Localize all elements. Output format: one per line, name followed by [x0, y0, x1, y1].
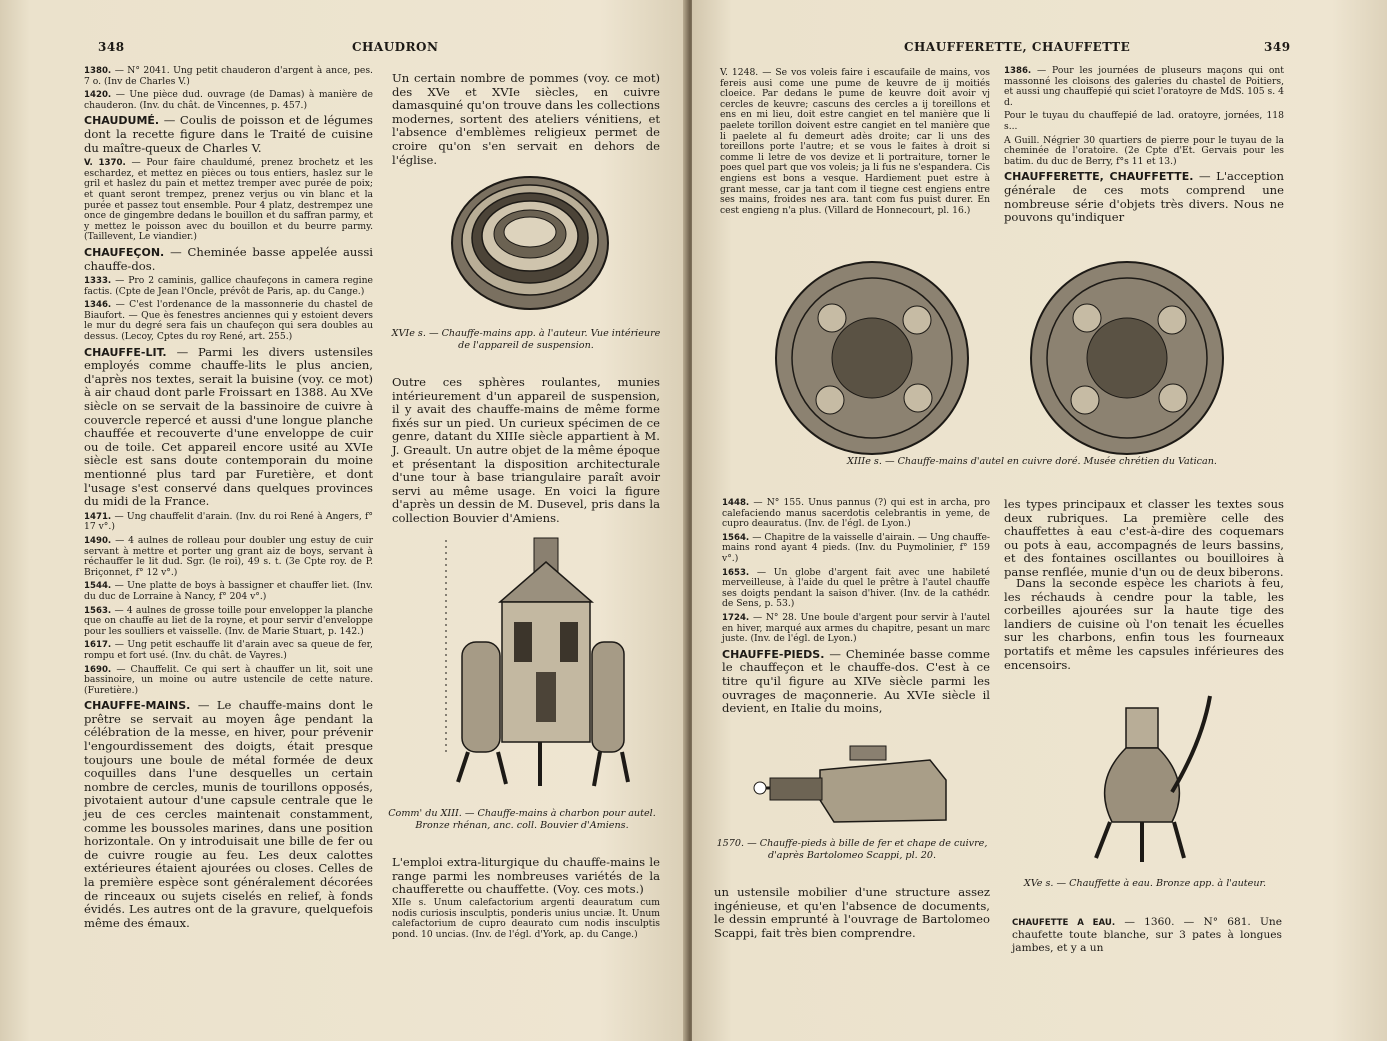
entry-text: — 4 aulnes de grosse toille pour envelopper la planche que on chauffe au liet de la royne, et pour servir d'enveloppe pour les soulliers et vaisselle. (Inv. de Marie Stuart, p. 142.) — [84, 604, 373, 637]
entry-text: — 1360. — N° 681. Une chaufette toute blanche, sur 3 pates à longues jambes, et y a un — [1012, 916, 1283, 954]
entry-text: — L'acception générale de ces mots comprend une nombreuse série d'objets très divers. Nous ne pouvons qu'indiquer — [1004, 169, 1284, 225]
article-entry — [84, 699, 373, 930]
headword: CHAUFFE-LIT. — [84, 345, 177, 359]
citation-entry — [84, 276, 373, 297]
article-entry — [84, 346, 373, 509]
right-col1-bottom-text: un ustensile mobilier d'une structure assez ingénieuse, et qu'en l'absence de documents, le dessin emprunté à l'ouvrage de Bartolomeo Scappi, fait très bien comprendre. — [714, 885, 990, 940]
citation-date: 1380. — [84, 66, 115, 76]
altar-hand-warmer-engravings — [772, 258, 1292, 458]
entry-text: — Cheminée basse appelée aussi chauffe-dos. — [84, 244, 373, 273]
right-col2-bottom — [1012, 916, 1282, 954]
left-col2-top-text: Un certain nombre de pommes (voy. ce mot) des XVe et XVIe siècles, en cuivre damasquiné qu'on trouve dans les collections modernes, sortent des ateliers vénitiens, et l'absence d'emblèmes religieux permet de croire qu'on s'en servait en dehors de l'église. — [392, 71, 660, 167]
citation-entry — [84, 640, 373, 661]
entry-text: — Chapitre de la vaisselle d'airain. — Ung chauffe-mains rond ayant 4 pieds. (Inv. du Puymolinier, f° 159 v°.) — [722, 531, 990, 564]
citation-date: V. 1370. — [84, 158, 132, 169]
right-page — [692, 0, 1387, 1041]
entry-text: — 4 aulnes de rolleau pour doubler ung estuy de cuir servant à mettre et porter ung grant aiz de boys, servant à réchauffer le lit dud. Sgr. (le roi), 49 s. t. (3e Cpte roy. de P. Briçonnet, f° 12 v°.) — [84, 534, 373, 578]
entry-text: — Pour les journées de pluseurs maçons qui ont massonné les cloisons des galeries du chastel de Poitiers, et aussi ung chauffepié qui sciet l'oratoyre de MdS. 105 s. 4 d. — [1004, 65, 1285, 108]
citation-entry — [84, 536, 373, 578]
page-number-right: 349 — [1264, 40, 1291, 54]
citation-date: 1724. — [722, 612, 753, 623]
citation-date: 1420. — [84, 90, 116, 101]
citation-entry — [84, 90, 373, 111]
article-entry — [722, 648, 990, 716]
citation-date: 1617. — [84, 640, 115, 651]
citation-entry — [84, 66, 373, 87]
entry-text: — C'est l'ordenance de la massonnerie du chastel de Biaufort. — Que ès fenestres anciennes qui y estoient devers le mur du degré sera fais un chaufeçon qui sera doubles au dessus. (Lecoy, Cptes du roy René, art. 255.) — [84, 299, 373, 343]
headword: CHAUFFE-PIEDS. — [722, 647, 830, 661]
citation-entry — [722, 613, 990, 645]
entry-text: — N° 2041. Ung petit chauderon d'argent à ance, pes. 7 o. (Inv de Charles V.) — [84, 65, 373, 87]
left-col2-latin-note: XIIe s. Unum calefactorium argenti deauratum cum nodis curiosis insculptis, ponderis unius unciæ. It. Unum calefactorium de cupro deaurato cum nodis insculptis pond. 10 uncias. (Inv. de l'égl. d'York, ap. du Cange.) — [392, 897, 660, 940]
citation-entry — [722, 498, 990, 530]
citation-entry — [1004, 136, 1284, 168]
headword: CHAUDUMÉ. — [84, 114, 164, 128]
citation-date: 1563. — [84, 605, 115, 616]
figure-caption-chauffe-pieds: 1570. — Chauffe-pieds à bille de fer et chape de cuivre, d'après Bartolomeo Scappi, pl. 20. — [716, 838, 988, 861]
headword: CHAUFEÇON. — [84, 245, 171, 259]
citation-entry — [722, 533, 990, 565]
entry-text: — Parmi les divers ustensiles employés comme chauffe-lits le plus ancien, d'après nos textes, serait la buisine (voy. ce mot) à air chaud dont parle Froissart en 1388. Au XVe siècle on se servait de la bassinoire de cuivre à couvercle repercé et aussi d'une longue planche chauffée et recouverte d'une enveloppe de cuir ou de toile. Cet appareil encore usité au XVIe siècle est sans doute contemporain du moine mentionné plus tard par Furetière, et dont l'usage s'est conservé dans quelques provinces du midi de la France. — [84, 344, 374, 509]
citation-date: 1333. — [84, 276, 116, 287]
article-entry — [84, 114, 373, 155]
citation-entry — [84, 300, 373, 342]
entry-text: — Un globe d'argent fait avec une habileté merveilleuse, à l'aide du quel le prêtre à l'autel chauffe ses doigts pendant la saison d'hiver. (Inv. de la cathédr. de Sens, p. 53.) — [722, 566, 990, 610]
citation-date: 1544. — [84, 581, 115, 592]
entry-text: — Cheminée basse comme le chauffeçon et le chauffe-dos. C'est à ce titre qu'il figure au XIVe siècle parmi les ouvrages de maçonnerie. Au XVIe siècle il devient, en Italie du moins, — [722, 646, 991, 716]
figure-caption-tower: Comm' du XIII. — Chauffe-mains à charbon pour autel. Bronze rhénan, anc. coll. Bouvier d'Amiens. — [388, 808, 656, 831]
citation-entry — [84, 581, 373, 602]
right-column-2-top — [1004, 66, 1284, 228]
right-column-1-mid — [722, 498, 990, 719]
citation-date: 1386. — [1004, 66, 1038, 76]
citation-date: 1653. — [722, 567, 757, 578]
citation-entry — [84, 606, 373, 638]
headword: CHAUFFE-MAINS. — [84, 699, 198, 713]
entry-text: — Une platte de boys à bassigner et chauffer liet. (Inv. du duc de Lorraine à Nancy, f° 204 v°.) — [84, 580, 373, 602]
article-entry — [1004, 170, 1284, 224]
entry-text: A Guill. Négrier 30 quartiers de pierre pour le tuyau de la cheminée de l'oratoire. (2e Cpte d'Et. Gervais pour les batim. du duc de Berry, f°s 11 et 13.) — [1004, 134, 1284, 167]
left-col2-mid-text: Outre ces sphères roulantes, munies intérieurement d'un appareil de suspension, il y avait des chauffe-mains de même forme fixés sur un pied. Un curieux spécimen de ce genre, datant du XIIIe siècle appartient à M. J. Greault. Un autre objet de la même époque et présentant la disposition architecturale d'une tour à base triangulaire paraît avoir servi au même usage. En voici la figure d'après un dessin de M. Dusevel, pris dans la collection Bouvier d'Amiens. — [392, 375, 660, 525]
figure-caption-vatican: XIIIe s. — Chauffe-mains d'autel en cuivre doré. Musée chrétien du Vatican. — [847, 456, 1217, 467]
left-page — [0, 0, 690, 1041]
right-col2-mid2-text: Dans la seconde espèce les chariots à feu, les réchauds à cendre pour la table, les corbeilles ajourées sur la haute tige des landiers de cuisine où l'on tenait les écuelles sur les charbons, enfin tous les fourneaux portatifs et même les capsules inférieures des encensoirs. — [1004, 576, 1284, 672]
chauffe-mains-bowl-engraving — [440, 168, 620, 318]
article-entry — [84, 246, 373, 273]
entry-text: — Pro 2 caminis, gallice chaufeçons in camera regine factis. (Cpte de Jean l'Oncle, prévôt de Paris, ap. du Cange.) — [84, 275, 373, 297]
citation-date: 1490. — [84, 535, 116, 546]
entry-text: — Une pièce dud. ouvrage (de Damas) à manière de chauderon. (Inv. du chât. de Vincennes, p. 457.) — [84, 89, 373, 111]
entry-text: — Le chauffe-mains dont le prêtre se servait au moyen âge pendant la célébration de la messe, en hiver, pour prévenir l'engourdissement des doigts, était presque toujours une boule de métal formée de deux coquilles dans l'une desquelles un certain nombre de cercles, munis de tourillons opposés, pivotaient autour d'une capsule centrale que le jeu de ces cercles maintenait constamment, comme les boussoles marines, dans une position horizontale. On y introduisait une bille de fer ou de cuivre rougie au feu. Les deux calottes extérieures étaient ajourées ou closes. Celles de la première espèce sont généralement décorées de rinceaux ou sujets ciselés en relief, à fonds évidés. Les autres ont de la gravure, quelquefois même des émaux. — [84, 698, 373, 930]
entry-text: — Ung chauffelit d'arain. (Inv. du roi René à Angers, f° 17 v°.) — [84, 510, 373, 533]
citation-date: 1564. — [722, 532, 753, 543]
right-col1-top-text: V. 1248. — Se vos voleis faire i escaufaile de mains, vos fereis ausi come une pume de keuvre de ij moitiés cloeice. Par dedans le pume de keuvre doit avoir vj cercles de keuvre; cascuns des cercles a ij toreillons et ens en mi lieu, doit estre cangiet en tel manière que li paelete torillon doivent estre cangiet en tel manière que li paelete al fu demeurt adès droite; car li uns des toreillons porte l'autre; et se vous le faites à droit si comme li letre de vos devize et li portraiture, torner le poes quel part que vos voleis; ja li fus ne s'espandera. Cis engiens est bons a vesque. Hardiement puet estre à grant messe, car ja tant com il tiegne cest engiens entre ses mains, froides nes ara. tant com fus puist durer. En cest engieng n'a plus. (Villard de Honnecourt, pl. 16.) — [720, 67, 990, 216]
citation-entry — [84, 512, 373, 533]
entry-text: — N° 28. Une boule d'argent pour servir à l'autel en hiver, marqué aux armes du chapitre, pesant un marc juste. (Inv. de l'égl. de Lyon.) — [722, 611, 990, 645]
headword: CHAUFFERETTE, CHAUFFETTE. — [1004, 170, 1200, 184]
chauffe-mains-tower-engraving — [440, 532, 630, 802]
chauffe-pieds-engraving — [750, 740, 950, 830]
entry-text: — Chauffelit. Ce qui sert à chauffer un lit, soit une bassinoire, un moine ou autre ustencile de cette nature. (Furetière.) — [84, 663, 373, 696]
citation-date: 1471. — [84, 511, 115, 522]
page-number-left: 348 — [98, 40, 125, 54]
left-col2-bottom-text: L'emploi extra-liturgique du chauffe-mains le range parmi les nombreuses variétés de la chaufferette ou chauffette. (Voy. ces mots.) — [392, 855, 660, 897]
citation-date: 1690. — [84, 664, 117, 675]
entry-text: Pour le tuyau du chauffepié de lad. oratoyre, jornées, 118 s... — [1004, 110, 1284, 132]
citation-entry — [1004, 66, 1284, 108]
figure-caption-bowl: XVIe s. — Chauffe-mains app. à l'auteur. Vue intérieure de l'appareil de suspension. — [391, 328, 661, 351]
citation-entry — [84, 158, 373, 243]
running-head-right: CHAUFFERETTE, CHAUFFETTE — [904, 40, 1131, 54]
citation-entry — [84, 665, 373, 697]
citation-date: 1448. — [722, 498, 754, 508]
figure-caption-chauffette: XVe s. — Chauffette à eau. Bronze app. à l'auteur. — [1023, 878, 1267, 889]
entry-text: — Coulis de poisson et de légumes dont la recette figure dans le Traité de cuisine du maître-queux de Charles V. — [84, 113, 373, 155]
entry-head: CHAUFETTE A EAU. — [1012, 918, 1116, 928]
citation-entry — [1004, 111, 1284, 132]
entry-text: — Pour faire chauldumé, prenez brochetz et les eschardez, et mettez en pièces ou tous entiers, haslez sur le gril et haslez du pain et mettez tremper avec purée de poix; et quant seront trempez, prenez verjus ou vin blanc et la purée et passez tout ensemble. Pour 4 platz, destrempez une once de gingembre dedans le bouillon et du saffran parmy, et y mettez le poisson avec du bouillon et du beurre parmy. (Taillevent, Le viandier.) — [84, 157, 373, 243]
entry-text: — Ung petit eschauffe lit d'arain avec sa queue de fer, rompu et fort usé. (Inv. du chât. de Vayres.) — [84, 639, 373, 661]
running-head-left: CHAUDRON — [352, 40, 439, 54]
entry-text: — N° 155. Unus pannus (?) qui est in archa, pro calefaciendo manus sacerdotis celebrantis in yeme, de cupro deauratus. (Inv. de l'égl. de Lyon.) — [722, 497, 990, 530]
chauffette-ewer-engraving — [1082, 682, 1222, 872]
left-column-1 — [84, 66, 373, 933]
citation-entry — [722, 568, 990, 610]
citation-date: 1346. — [84, 300, 116, 311]
right-col2-mid-text: les types principaux et classer les textes sous deux rubriques. La première celle des chauffettes à eau c'est-à-dire des coquemars ou pots à eau, accompagnés de leurs bassins, et des fontaines oscillantes ou bouilloires à panse renflée, munie d'un ou de deux biberons. — [1004, 497, 1284, 579]
